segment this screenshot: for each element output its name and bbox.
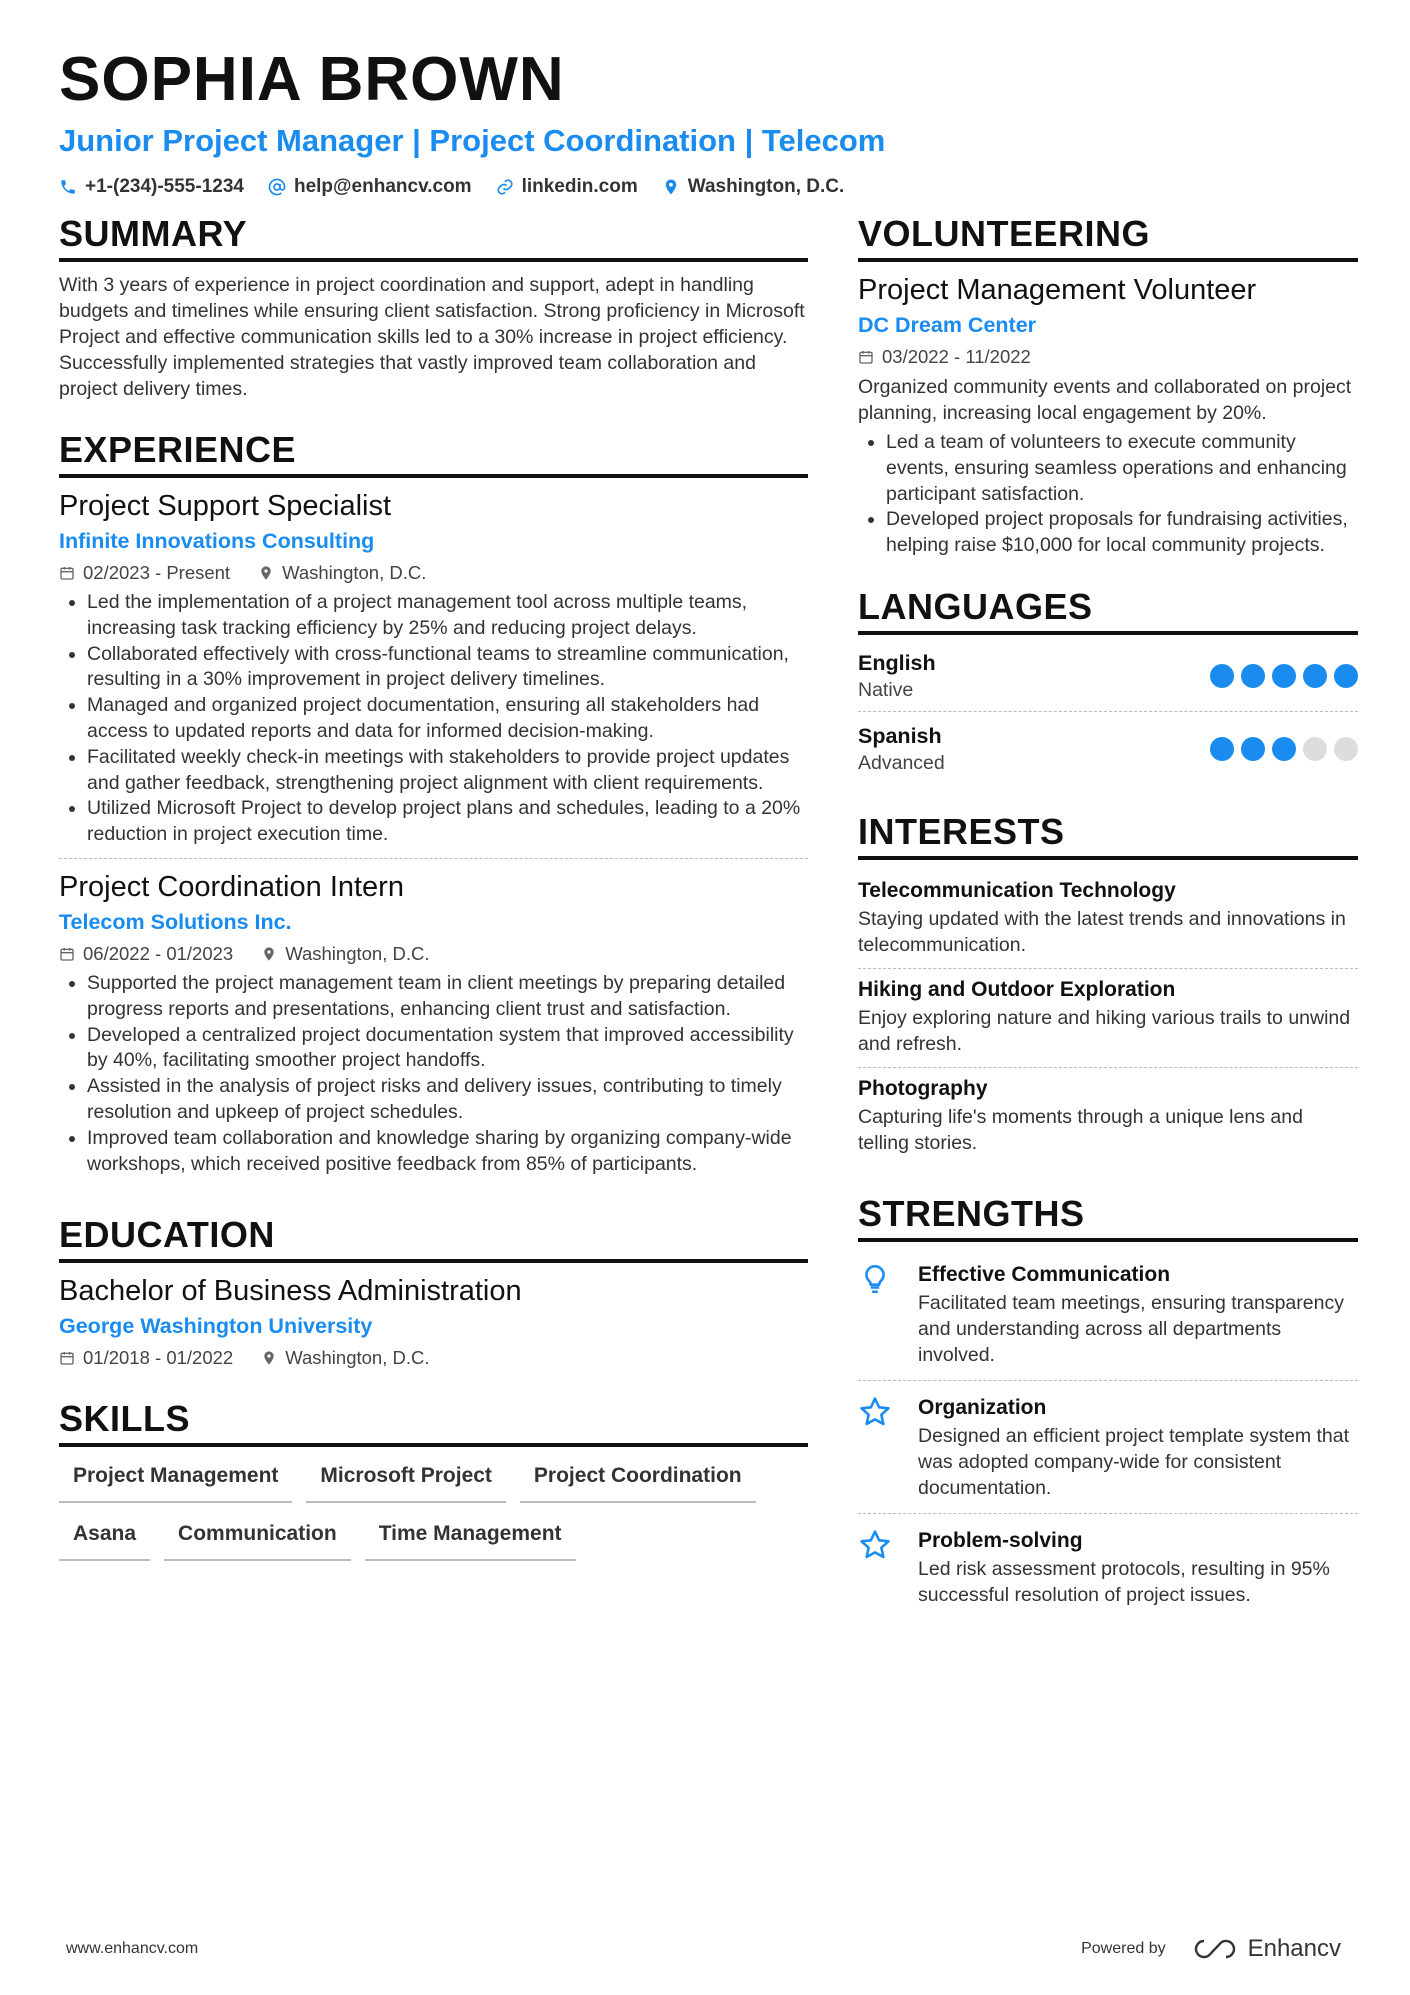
education-section [59, 1215, 808, 1371]
section-title: EXPERIENCE [59, 430, 808, 478]
language-name: Spanish [858, 723, 942, 748]
entry-location [258, 560, 426, 586]
location-pin-icon [261, 946, 277, 962]
summary-text: With 3 years of experience in project coordination and support, adept in handling budgets and timelines while ensuring client satisfaction. Strong proficiency in Microsoft Project and effective communication skills led to a 30% increase in project efficiency. Successfully implemented strategies that vastly improved team collaboration and project delivery times. [59, 274, 805, 400]
strength-text: Designed an efficient project template system that was adopted company-wide for consistent documentation. [918, 1424, 1350, 1499]
bullet-item: • Assisted in the analysis of project risks and delivery issues, contributing to timely resolution and upkeep of project schedules. [87, 1074, 808, 1126]
proficiency-dot-filled [1210, 737, 1234, 761]
calendar-icon [59, 565, 75, 581]
skill-tag: Project Management [59, 1461, 292, 1503]
dates-text: 01/2018 - 01/2022 [83, 1347, 234, 1369]
skill-tag: Project Coordination [520, 1461, 756, 1503]
contact-phone [59, 176, 244, 198]
language-level: Advanced [858, 751, 945, 774]
interest-item [858, 1067, 1358, 1166]
job-role: Project Coordination Intern [59, 870, 404, 903]
bullet-list [858, 430, 1358, 559]
section-title: EDUCATION [59, 1215, 808, 1263]
location-pin-icon [261, 1350, 277, 1366]
proficiency-dot-filled [1241, 737, 1265, 761]
proficiency-dot-filled [1210, 664, 1234, 688]
volunteer-role: Project Management Volunteer [858, 274, 1257, 306]
interest-title: Photography [858, 1076, 988, 1100]
link-icon [496, 178, 514, 196]
interest-item [858, 968, 1358, 1067]
skill-tag: Asana [59, 1519, 150, 1561]
volunteer-description: Organized community events and collaborated on project planning, increasing local engagement by 20%. [858, 376, 1352, 424]
section-title: SUMMARY [59, 214, 808, 262]
footer-brand-area [1081, 1935, 1341, 1963]
entry-dates [858, 344, 1031, 370]
entry-meta [59, 941, 808, 967]
school-name: George Washington University [59, 1314, 373, 1339]
location-pin-icon [662, 178, 680, 196]
strength-icon-wrap [858, 1526, 898, 1608]
strengths-section [858, 1194, 1358, 1620]
footer-website[interactable]: www.enhancv.com [66, 1940, 199, 1957]
interests-section [858, 812, 1358, 1166]
strength-item [858, 1252, 1358, 1380]
bullet-list [59, 590, 808, 848]
dates-text: 02/2023 - Present [83, 562, 231, 583]
interest-title: Telecommunication Technology [858, 878, 1176, 902]
left-column [59, 214, 808, 1589]
language-item [858, 645, 1358, 711]
strength-title: Organization [918, 1395, 1047, 1419]
bullet-item: • Led the implementation of a project management tool across multiple teams, increasing task tracking efficiency by 25% and reducing project delays. [87, 590, 808, 642]
summary-section [59, 214, 808, 402]
interest-title: Hiking and Outdoor Exploration [858, 977, 1176, 1001]
contact-email[interactable] [268, 176, 472, 198]
entry-dates [59, 560, 230, 586]
bullet-item: • Led a team of volunteers to execute community events, ensuring seamless operations and enhancing participant satisfaction. [886, 430, 1358, 507]
star-icon [858, 1528, 892, 1562]
dates-text: 06/2022 - 01/2023 [83, 942, 234, 964]
interest-item [858, 870, 1358, 968]
enhancv-logo-icon [1192, 1937, 1238, 1961]
contact-link[interactable] [496, 176, 638, 198]
page-footer [66, 1935, 1341, 1963]
proficiency-dot-empty [1334, 737, 1358, 761]
at-sign-icon [268, 178, 286, 196]
bullet-item: • Supported the project management team in client meetings by preparing detailed progress reports and presentations, enhancing client trust and satisfaction. [87, 971, 808, 1023]
bullet-item: • Collaborated effectively with cross-functional teams to streamline communication, resulting in a 30% improvement in project delivery timelines. [87, 642, 808, 694]
brand-name: Enhancv [1247, 1935, 1341, 1962]
experience-entry [59, 488, 808, 858]
section-title: INTERESTS [858, 812, 1358, 860]
strength-title: Problem-solving [918, 1528, 1083, 1552]
candidate-title: Junior Project Manager | Project Coordination | Telecom [59, 123, 886, 158]
contact-location [662, 176, 845, 198]
phone-text: +1-(234)-555-1234 [85, 176, 244, 197]
skills-list [59, 1461, 808, 1561]
location-text: Washington, D.C. [285, 942, 430, 964]
volunteering-section [858, 214, 1358, 559]
company-name: Infinite Innovations Consulting [59, 529, 375, 553]
proficiency-dots [1210, 664, 1358, 688]
language-level: Native [858, 678, 914, 701]
bullet-item: • Developed project proposals for fundraising activities, helping raise $10,000 for local community projects. [886, 507, 1358, 559]
interest-text: Enjoy exploring nature and hiking various trails to unwind and refresh. [858, 1006, 1351, 1055]
entry-dates [59, 941, 233, 967]
bullet-item: • Facilitated weekly check-in meetings with stakeholders to provide project updates and gather feedback, strengthening project alignment with client requirements. [87, 745, 808, 797]
proficiency-dot-filled [1241, 664, 1265, 688]
strength-item [858, 1380, 1358, 1513]
lightbulb-icon [858, 1262, 892, 1296]
section-title: SKILLS [59, 1399, 808, 1447]
bullet-item: • Improved team collaboration and knowledge sharing by organizing company-wide workshops, which received positive feedback from 85% of participants. [87, 1126, 808, 1178]
calendar-icon [858, 349, 874, 365]
languages-section [858, 587, 1358, 784]
location-text: Washington, D.C. [687, 176, 845, 197]
entry-meta [59, 560, 808, 586]
strength-icon-wrap [858, 1260, 898, 1368]
skill-tag: Communication [164, 1519, 351, 1561]
proficiency-dot-filled [1272, 737, 1296, 761]
right-column [858, 214, 1358, 1648]
entry-meta [59, 1345, 808, 1371]
powered-by-text: Powered by [1081, 1940, 1166, 1957]
proficiency-dots [1210, 737, 1358, 761]
experience-entry [59, 858, 808, 1187]
proficiency-dot-filled [1303, 664, 1327, 688]
strength-item [858, 1513, 1358, 1620]
section-title: STRENGTHS [858, 1194, 1358, 1242]
skill-tag: Time Management [365, 1519, 576, 1561]
calendar-icon [59, 1350, 75, 1366]
strength-title: Effective Communication [918, 1262, 1171, 1286]
entry-location [261, 1345, 429, 1371]
entry-meta [858, 344, 1358, 370]
contact-row [59, 176, 1359, 198]
degree-name: Bachelor of Business Administration [59, 1275, 522, 1308]
proficiency-dot-empty [1303, 737, 1327, 761]
strength-text: Led risk assessment protocols, resulting in 95% successful resolution of project issues. [918, 1557, 1330, 1606]
strength-text: Facilitated team meetings, ensuring transparency and understanding across all departments involved. [918, 1291, 1344, 1366]
bullet-list [59, 971, 808, 1177]
link-text: linkedin.com [521, 176, 638, 197]
entry-location [261, 941, 429, 967]
bullet-item: • Utilized Microsoft Project to develop project plans and schedules, leading to a 20% reduction in project execution time. [87, 796, 808, 848]
entry-dates [59, 1345, 233, 1371]
location-text: Washington, D.C. [282, 562, 427, 583]
section-title: VOLUNTEERING [858, 214, 1358, 262]
language-name: English [858, 650, 936, 675]
proficiency-dot-filled [1272, 664, 1296, 688]
organization-name: DC Dream Center [858, 313, 1037, 337]
location-text: Washington, D.C. [285, 1347, 430, 1369]
star-icon [858, 1395, 892, 1429]
language-item [858, 711, 1358, 784]
proficiency-dot-filled [1334, 664, 1358, 688]
skills-section [59, 1399, 808, 1561]
brand-logo[interactable] [1192, 1935, 1341, 1963]
bullet-item: • Developed a centralized project documentation system that improved accessibility by 40%, facilitating smoother project handoffs. [87, 1023, 808, 1075]
email-text: help@enhancv.com [293, 176, 472, 197]
company-name: Telecom Solutions Inc. [59, 909, 292, 934]
interest-text: Capturing life's moments through a unique lens and telling stories. [858, 1105, 1303, 1154]
candidate-name: SOPHIA BROWN [59, 45, 565, 114]
phone-icon [59, 178, 77, 196]
job-role: Project Support Specialist [59, 490, 392, 522]
resume-header [59, 44, 1359, 198]
bullet-item: • Managed and organized project documentation, ensuring all stakeholders had access to updated reports and data for informed decision-making. [87, 693, 808, 745]
strength-icon-wrap [858, 1393, 898, 1501]
calendar-icon [59, 946, 75, 962]
dates-text: 03/2022 - 11/2022 [882, 346, 1031, 367]
section-title: LANGUAGES [858, 587, 1358, 635]
location-pin-icon [258, 565, 274, 581]
skill-tag: Microsoft Project [306, 1461, 506, 1503]
interest-text: Staying updated with the latest trends and innovations in telecommunication. [858, 907, 1346, 956]
experience-section [59, 430, 808, 1187]
